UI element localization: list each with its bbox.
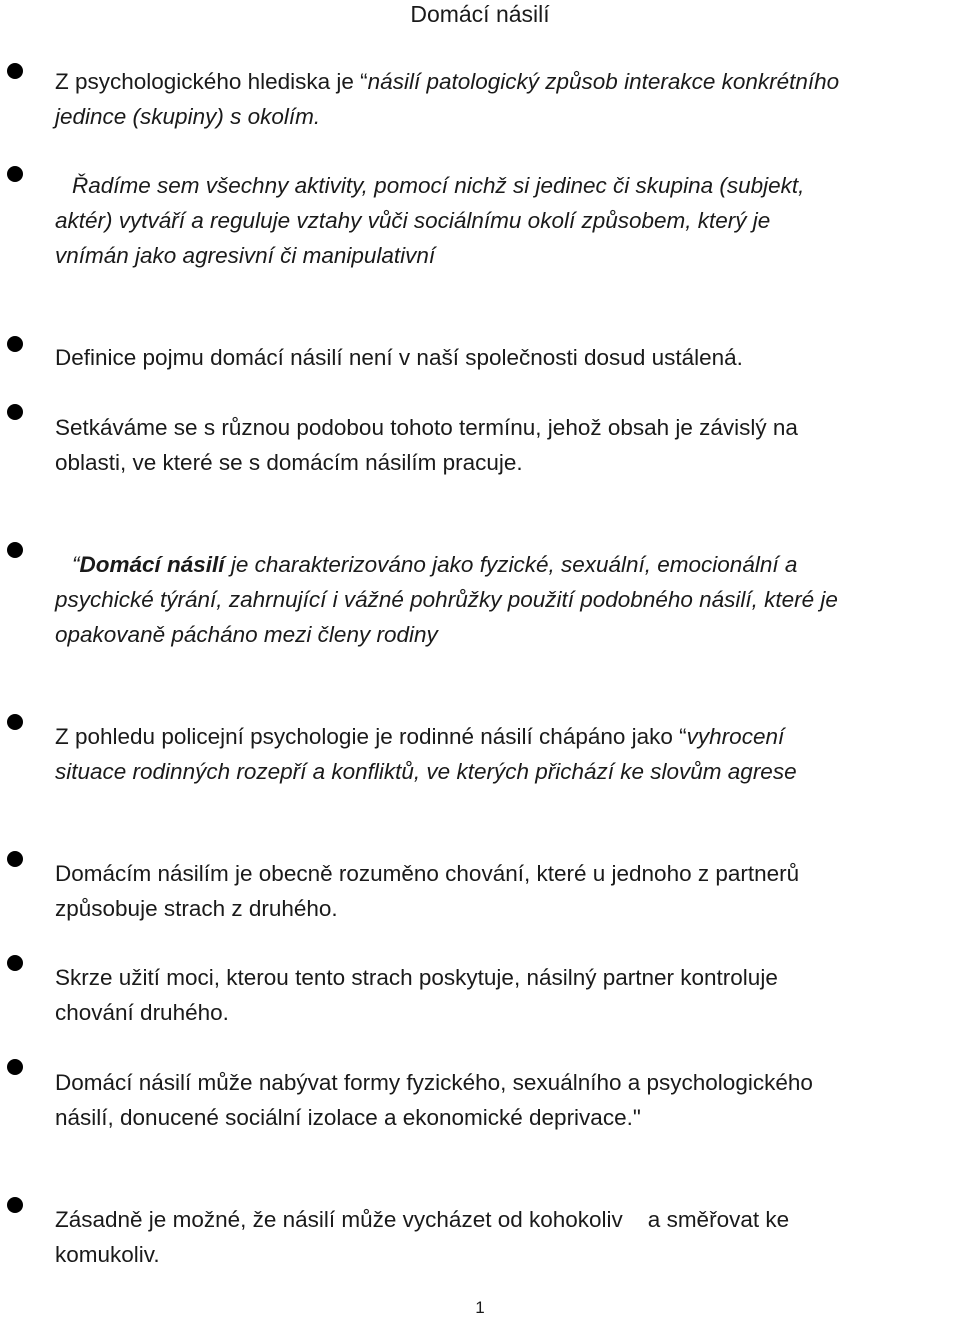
text-line: Zásadně je možné, že násilí může vycházet od kohokoliv a směřovat ke xyxy=(55,1207,790,1232)
bullet-icon xyxy=(7,166,23,182)
text-run-italic: vyhrocení xyxy=(686,724,785,749)
bullet-text xyxy=(72,168,960,203)
bullet-icon xyxy=(7,542,23,558)
text-line: chování druhého. xyxy=(55,1000,229,1025)
bullet-icon xyxy=(7,404,23,420)
page-number: 1 xyxy=(475,1298,485,1317)
text-line: jedince (skupiny) s okolím. xyxy=(55,104,321,129)
bullet-icon xyxy=(7,336,23,352)
text-line: Domácí násilí může nabývat formy fyzického, sexuálního a psychologického xyxy=(55,1070,813,1095)
bullet-text xyxy=(55,64,960,134)
bullet-text xyxy=(72,547,960,582)
text-run: Z pohledu policejní psychologie je rodinné násilí chápáno jako “ xyxy=(55,724,687,749)
bullet-text xyxy=(55,1065,960,1135)
bullet-text xyxy=(55,1202,960,1272)
text-line: způsobuje strach z druhého. xyxy=(55,896,338,921)
bullet-icon xyxy=(7,714,23,730)
bullet-text xyxy=(55,960,960,1030)
text-line xyxy=(55,719,960,754)
text-line: Setkáváme se s různou podobou tohoto termínu, jehož obsah je závislý na xyxy=(55,415,798,440)
text-line: situace rodinných rozepří a konfliktů, ve kterých přichází ke slovům agrese xyxy=(55,759,797,784)
bullet-text xyxy=(55,410,960,480)
bullet-text xyxy=(55,203,960,273)
text-line: komukoliv. xyxy=(55,1242,160,1267)
text-run: Z psychologického hlediska je “ xyxy=(55,69,368,94)
bullet-icon xyxy=(7,955,23,971)
text-line: Domácím násilím je obecně rozuměno chování, které u jednoho z partnerů xyxy=(55,861,800,886)
text-run-bold-italic: Domácí násilí xyxy=(79,552,225,577)
text-line xyxy=(55,64,960,99)
text-line: Skrze užití moci, kterou tento strach poskytuje, násilný partner kontroluje xyxy=(55,965,778,990)
text-line: opakovaně pácháno mezi členy rodiny xyxy=(55,622,438,647)
bullet-text xyxy=(55,340,960,375)
bullet-text xyxy=(55,582,960,652)
text-run-italic: násilí patologický způsob interakce konkrétního xyxy=(367,69,840,94)
bullet-icon xyxy=(7,1197,23,1213)
text-line xyxy=(72,547,960,582)
bullet-text xyxy=(55,719,960,789)
bullet-icon xyxy=(7,851,23,867)
text-line: psychické týrání, zahrnující i vážné pohrůžky použití podobného násilí, které je xyxy=(55,587,838,612)
text-run-italic: “ xyxy=(72,552,80,577)
text-line: Definice pojmu domácí násilí není v naší společnosti dosud ustálená. xyxy=(55,345,743,370)
text-line: Řadíme sem všechny aktivity, pomocí nichž si jedinec či skupina (subjekt, xyxy=(72,173,805,198)
text-run-italic: je charakterizováno jako fyzické, sexuální, emocionální a xyxy=(224,552,798,577)
text-line: násilí, donucené sociální izolace a ekonomické deprivace." xyxy=(55,1105,641,1130)
bullet-icon xyxy=(7,1059,23,1075)
text-line: aktér) vytváří a reguluje vztahy vůči sociálnímu okolí způsobem, který je xyxy=(55,208,771,233)
text-line: vnímán jako agresivní či manipulativní xyxy=(55,243,436,268)
bullet-icon xyxy=(7,63,23,79)
bullet-text xyxy=(55,856,960,926)
document-title: Domácí násilí xyxy=(410,1,550,27)
text-line: oblasti, ve které se s domácím násilím pracuje. xyxy=(55,450,523,475)
